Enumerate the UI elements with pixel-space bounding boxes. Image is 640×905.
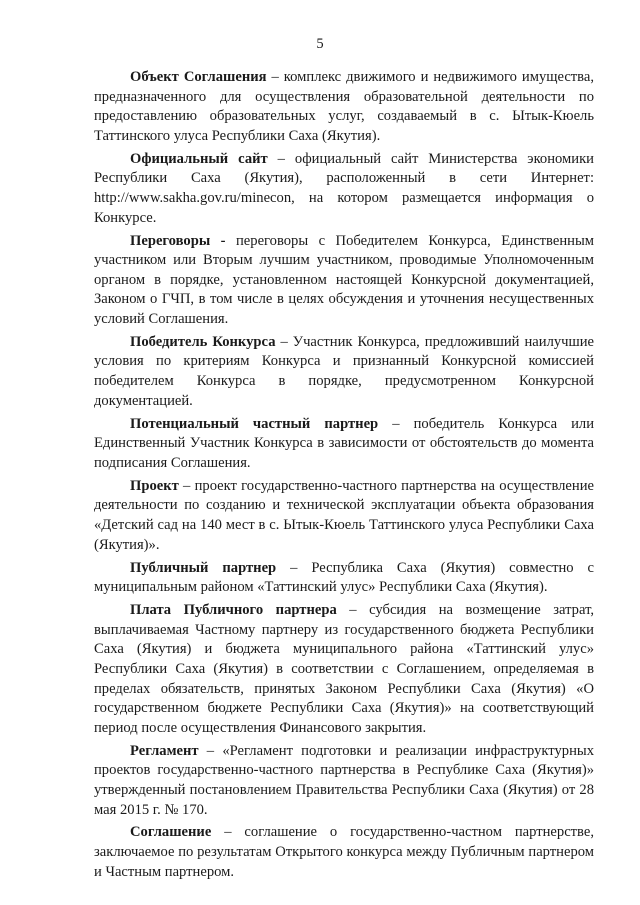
- definition-paragraph: [94, 150, 594, 228]
- definition-paragraph: [94, 68, 594, 146]
- definition-term: Объект Соглашения: [130, 69, 267, 85]
- definition-paragraph: [94, 601, 594, 738]
- definition-paragraph: [94, 477, 594, 555]
- definition-text: – победитель Конкурса или Единственный Участник Конкурса в зависимости от обстоятельств до момента подписания Соглашения.: [94, 415, 595, 471]
- definition-paragraph: [94, 415, 594, 474]
- definition-text: – субсидия на возмещение затрат, выплачиваемая Частному партнеру из государственного бюджета Республики Саха (Якутия) и бюджета муниципального района «Таттинский улус» Республики Саха (Якутия) в соответствии с Соглашением, определяемая в пределах обязательств, принятых Законом Республики Саха (Якутия) «О государственном бюджете Республики Саха (Якутия)» на соответствующий период после осуществления Финансового закрытия.: [94, 602, 594, 736]
- definition-term: Плата Публичного партнера: [130, 602, 337, 619]
- definition-text: – проект государственно-частного партнерства на осуществление деятельности по созданию и технической эксплуатации объекта образования «Детский сад на 140 мест в с. Ытык-Кюель Таттинского улуса Республики Саха (Якутия)».: [94, 477, 594, 553]
- definition-term: Регламент: [130, 742, 199, 759]
- definition-text: – официальный сайт Министерства экономики Республики Саха (Якутия), расположенный в сети Интернет: http://www.sakha.gov.ru/minecon, на котором размещается информация о Конкурсе.: [94, 150, 594, 226]
- definition-paragraph: [94, 742, 594, 820]
- definition-text: – комплекс движимого и недвижимого имущества, предназначенного для осуществления образовательной деятельности по предоставлению образовательных услуг, создаваемый в с. Ытык-Кюель Таттинского улуса Республики Саха (Якутия).: [94, 69, 594, 144]
- page-number: 5: [316, 36, 324, 52]
- definition-paragraph: [94, 823, 594, 882]
- definition-term: Проект: [130, 477, 179, 494]
- definition-text: – соглашение о государственно-частном партнерстве, заключаемое по результатам Открытого конкурса между Публичным партнером и Частным партнером.: [94, 824, 594, 880]
- definition-term: Соглашение: [130, 824, 212, 841]
- definition-text: – Республика Саха (Якутия) совместно с муниципальным районом «Таттинский улус» Республики Саха (Якутия).: [94, 559, 594, 596]
- definition-term: Потенциальный частный партнер: [130, 415, 379, 432]
- definition-paragraph: [94, 232, 594, 330]
- definition-term: Переговоры -: [130, 232, 226, 249]
- definitions-list: [94, 68, 594, 886]
- definition-text: – Участник Конкурса, предложивший наилучшие условия по критериям Конкурса и признанный Конкурсной комиссией победителем Конкурса в порядке, предусмотренном Конкурсной документацией.: [94, 333, 595, 409]
- definition-paragraph: [94, 559, 594, 598]
- definition-text: переговоры с Победителем Конкурса, Единственным участником или Вторым лучшим участником, проводимые Уполномоченным органом в порядке, установленном настоящей Конкурсной документацией, Законом о ГЧП, в том числе в целях обсуждения и уточнения несущественных условий Соглашения.: [94, 232, 595, 327]
- definition-paragraph: [94, 333, 594, 411]
- definition-term: Официальный сайт: [130, 150, 268, 167]
- definition-text: – «Регламент подготовки и реализации инфраструктурных проектов государственно-частного партнерства в Республике Саха (Якутия)» утвержденный постановлением Правительства Республики Саха (Якутия) от 28 мая 2015 г. № 170.: [94, 742, 594, 818]
- definition-term: Победитель Конкурса: [130, 333, 276, 350]
- definition-term: Публичный партнер: [130, 559, 277, 576]
